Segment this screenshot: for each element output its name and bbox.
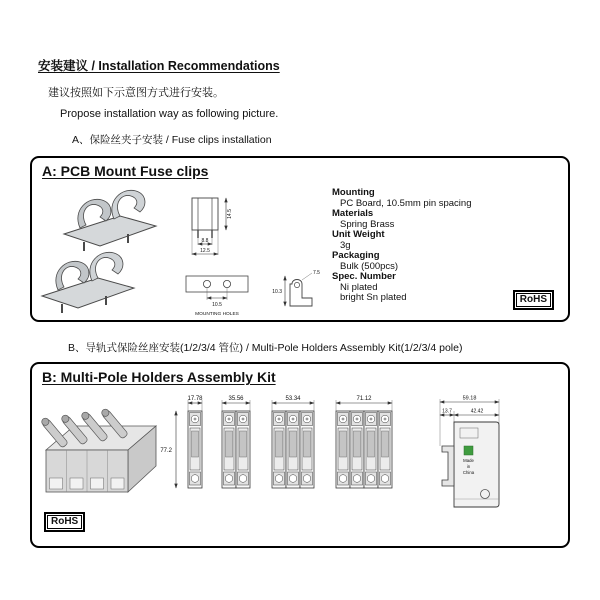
- dim-side-total: 59.18: [462, 395, 477, 402]
- spec-value-materials: Spring Brass: [340, 218, 395, 230]
- section-b-label: B、导轨式保险丝座安装(1/2/3/4 管位) / Multi-Pole Holders Assembly Kit(1/2/3/4 pole): [68, 342, 463, 354]
- spec-value-sn-plated: bright Sn plated: [340, 292, 407, 303]
- height-dimension: [160, 411, 176, 488]
- clip-front-view: [192, 198, 233, 255]
- subtitle-en: Propose installation way as following picture.: [60, 108, 279, 120]
- panel-b-title: B: Multi-Pole Holders Assembly Kit: [42, 369, 276, 385]
- subtitle-zh: 建议按照如下示意图方式进行安装。: [48, 87, 224, 99]
- section-a-label: A、保险丝夹子安装 / Fuse clips installation: [72, 134, 272, 146]
- panel-a-title: A: PCB Mount Fuse clips: [42, 163, 209, 179]
- dim-side-clip: 13.7: [442, 408, 452, 415]
- spec-label-spec-number: Spec. Number: [332, 271, 396, 282]
- dim-3pole: 53.34: [285, 396, 301, 402]
- holder-group-4pole: [336, 396, 392, 488]
- holder-3d-view: [40, 407, 156, 492]
- holder-side-view: [440, 396, 499, 508]
- holder-group-2pole: [222, 396, 250, 488]
- dim-height-772: 77.2: [160, 448, 172, 454]
- panel-multi-pole-holders: [30, 362, 570, 548]
- fuse-clip-drawings: [40, 184, 330, 319]
- holder-drawings: [36, 386, 568, 546]
- dim-inner-width: 8.8: [201, 238, 209, 244]
- made-in-line3: China: [462, 470, 475, 475]
- dim-outer-width: 12.5: [200, 248, 210, 254]
- spec-label-materials: Materials: [332, 208, 374, 219]
- spec-label-unit-weight: Unit Weight: [332, 229, 385, 240]
- dim-hole-spacing: 10.5: [212, 302, 222, 308]
- panel-pcb-mount-fuse-clips: [30, 156, 570, 322]
- dim-side-body: 42.42: [470, 408, 484, 415]
- made-in-line2: in: [466, 464, 471, 469]
- dim-height: 14.5: [227, 209, 233, 219]
- spec-label-mounting: Mounting: [332, 187, 375, 198]
- dim-side-height: 10.3: [272, 289, 282, 295]
- spec-value-ni-plated: Ni plated: [340, 281, 378, 293]
- page-title: 安装建议 / Installation Recommendations: [38, 59, 280, 73]
- dim-1pole: 17.78: [187, 396, 203, 402]
- made-in-line1: Made: [463, 458, 474, 463]
- spec-value-mounting: PC Board, 10.5mm pin spacing: [340, 197, 472, 209]
- spec-value-unit-weight: 3g: [340, 239, 351, 251]
- rohs-label-b: RoHS: [47, 515, 82, 529]
- mounting-holes-label: MOUNTING HOLES: [195, 312, 239, 317]
- brand-logo: [464, 446, 473, 455]
- rohs-label-a: RoHS: [516, 293, 551, 307]
- fuse-clip-3d-bottom: [42, 252, 134, 313]
- dim-4pole: 71.12: [356, 396, 372, 402]
- spec-label-packaging: Packaging: [332, 250, 380, 261]
- rohs-badge-a: [513, 290, 554, 310]
- spec-list: [332, 188, 471, 304]
- fuse-clip-3d-top: [64, 190, 156, 251]
- clip-side-view: [272, 270, 320, 306]
- dim-2pole: 35.56: [228, 396, 244, 402]
- holder-group-3pole: [272, 396, 314, 488]
- holder-group-1pole: [187, 396, 203, 488]
- dim-clip-dia: 7.5: [313, 270, 320, 276]
- spec-value-packaging: Bulk (500pcs): [340, 260, 399, 272]
- mounting-holes-view: [186, 276, 248, 317]
- rohs-badge-b: [44, 512, 85, 532]
